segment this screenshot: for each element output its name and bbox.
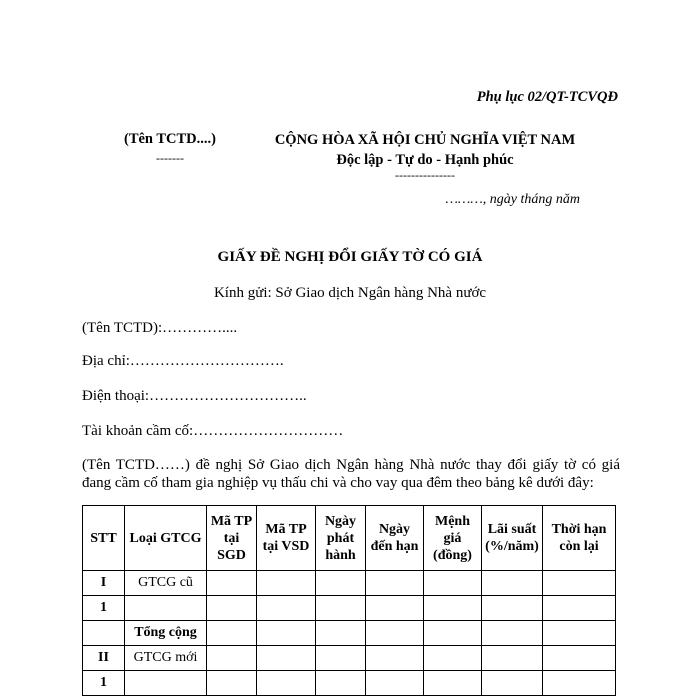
republic-motto: Độc lập - Tự do - Hạnh phúc xyxy=(336,152,514,168)
table-cell-empty xyxy=(543,596,616,621)
table-cell-empty xyxy=(482,571,543,596)
table-cell-empty xyxy=(366,646,424,671)
table-cell-empty xyxy=(316,596,366,621)
table-cell-empty xyxy=(543,671,616,696)
table-cell-empty xyxy=(482,621,543,646)
field-pledge-account: Tài khoản cầm cố:………………………… xyxy=(82,423,344,439)
table-header-cell xyxy=(482,506,543,571)
table-row xyxy=(83,646,616,671)
table-cell-empty xyxy=(543,621,616,646)
table-header-text: giá xyxy=(443,530,462,546)
table-header-text: Ngày xyxy=(378,522,411,537)
table-header-text: Loại GTCG xyxy=(129,530,202,546)
request-paragraph: (Tên TCTD……) đề nghị Sở Giao dịch Ngân hàng Nhà nước thay đổi giấy tờ có giá đang cầm cố tham gia nghiệp vụ thấu chi và cho vay qua đêm theo bảng kê dưới đây: xyxy=(82,457,620,491)
table-cell-empty xyxy=(207,646,257,671)
table-header-text: tại VSD xyxy=(262,539,310,554)
organization-block xyxy=(110,131,230,164)
table-header-text: SGD xyxy=(217,547,246,563)
table-cell-empty xyxy=(424,671,482,696)
republic-name: CỘNG HÒA XÃ HỘI CHỦ NGHĨA VIỆT NAM xyxy=(274,132,576,148)
table-cell-type: GTCG cũ xyxy=(125,571,207,596)
table-header-text: hành xyxy=(325,547,356,563)
table-cell-empty xyxy=(366,571,424,596)
table-cell-empty xyxy=(543,646,616,671)
table-header-text: Mã TP xyxy=(265,522,307,537)
date-line: ………, ngày tháng năm xyxy=(445,192,580,207)
table-cell-empty xyxy=(257,571,316,596)
republic-underline: --------------- xyxy=(395,168,455,182)
table-header-text: Thời hạn xyxy=(551,522,607,537)
field-address: Địa chỉ:…………………………. xyxy=(82,353,284,369)
table-cell-stt xyxy=(83,621,125,646)
table-header-cell xyxy=(316,506,366,571)
organization-underline: ------- xyxy=(156,151,184,165)
table-header-text: phát xyxy=(326,530,355,546)
table-header-cell xyxy=(207,506,257,571)
table-row xyxy=(83,571,616,596)
table-cell-stt: 1 xyxy=(83,671,125,696)
table-header-text: Mã TP xyxy=(210,513,253,529)
table-header-text: đến hạn xyxy=(370,539,419,554)
table-cell-empty xyxy=(424,621,482,646)
table-header-text: tại xyxy=(223,530,240,546)
table-cell-stt: I xyxy=(83,571,125,596)
table-cell-empty xyxy=(316,571,366,596)
table-header-text: Lãi suất xyxy=(487,522,537,537)
organization-name: (Tên TCTD....) xyxy=(124,131,216,147)
table-row xyxy=(83,671,616,696)
table-cell-stt: 1 xyxy=(83,596,125,621)
table-cell-empty xyxy=(482,671,543,696)
table-cell-empty xyxy=(207,671,257,696)
table-row xyxy=(83,596,616,621)
table-cell-empty xyxy=(482,596,543,621)
table-cell-empty xyxy=(366,596,424,621)
table-row xyxy=(83,621,616,646)
document-title: GIẤY ĐỀ NGHỊ ĐỔI GIẤY TỜ CÓ GIÁ xyxy=(217,249,483,265)
table-header-text: STT xyxy=(90,530,117,546)
table-cell-empty xyxy=(207,596,257,621)
table-header-text: (%/năm) xyxy=(485,539,539,554)
table-header-cell xyxy=(543,506,616,571)
table-cell-empty xyxy=(207,621,257,646)
table-cell-empty xyxy=(424,596,482,621)
table-cell-empty xyxy=(257,596,316,621)
table-cell-type xyxy=(125,596,207,621)
table-cell-empty xyxy=(316,646,366,671)
table-cell-stt: II xyxy=(83,646,125,671)
table-cell-type: GTCG mới xyxy=(125,646,207,671)
table-cell-type xyxy=(125,671,207,696)
field-phone: Điện thoại:………………………….. xyxy=(82,388,307,404)
table-body xyxy=(83,571,616,696)
table-cell-empty xyxy=(257,671,316,696)
table-header-cell xyxy=(424,506,482,571)
table-header-text: còn lại xyxy=(559,539,599,554)
table-cell-empty xyxy=(424,646,482,671)
table-header-text: (đồng) xyxy=(433,547,472,563)
recipient-line: Kính gửi: Sở Giao dịch Ngân hàng Nhà nước xyxy=(213,285,487,301)
table-cell-empty xyxy=(424,571,482,596)
table-header-text: Mệnh xyxy=(435,513,470,529)
table-cell-type: Tổng cộng xyxy=(125,621,207,646)
table-cell-empty xyxy=(316,671,366,696)
table-cell-empty xyxy=(366,671,424,696)
table-cell-empty xyxy=(366,621,424,646)
table-header-cell xyxy=(83,506,125,571)
field-organization-name: (Tên TCTD):………….... xyxy=(82,320,238,336)
securities-table xyxy=(82,505,616,696)
table-header-cell xyxy=(125,506,207,571)
table-cell-empty xyxy=(482,646,543,671)
table-cell-empty xyxy=(316,621,366,646)
table-header-cell xyxy=(257,506,316,571)
table-header-text: Ngày xyxy=(324,513,357,529)
table-header-cell xyxy=(366,506,424,571)
republic-header xyxy=(250,130,600,180)
table-cell-empty xyxy=(257,646,316,671)
table-header-row xyxy=(83,506,616,571)
table-cell-empty xyxy=(543,571,616,596)
appendix-label: Phụ lục 02/QT-TCVQĐ xyxy=(476,89,618,105)
table-cell-empty xyxy=(207,571,257,596)
table-cell-empty xyxy=(257,621,316,646)
